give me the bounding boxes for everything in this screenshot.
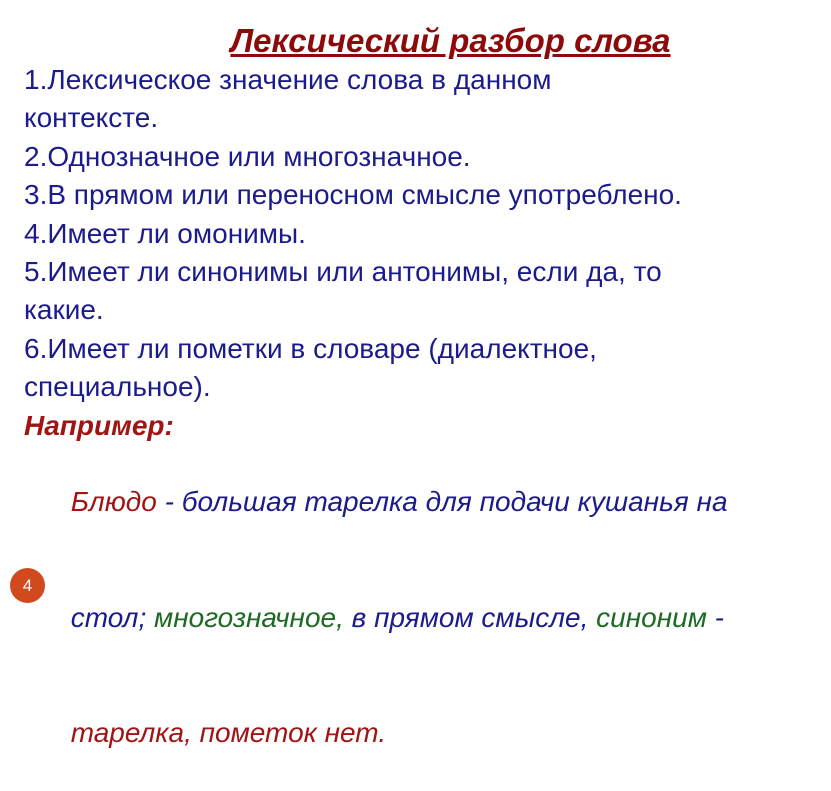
text-run: тарелка, пометок нет.	[70, 716, 387, 748]
list-line-5: 5.Имеет ли синонимы или антонимы, если да, то	[24, 256, 662, 288]
page-number-badge	[10, 568, 45, 603]
text-run: стол;	[70, 601, 155, 633]
slide-title: Лексический разбор слова	[230, 22, 671, 59]
text-run: многозначное,	[154, 601, 344, 633]
text-run: -	[706, 601, 724, 633]
text-run: Блюдо	[70, 486, 157, 518]
list-line-5-cont: какие.	[24, 294, 104, 326]
list-line-4: 4.Имеет ли омонимы.	[24, 217, 306, 249]
list-line-1-cont: контексте.	[24, 102, 159, 134]
text-run: синоним	[596, 601, 707, 633]
page-number: 4	[22, 575, 33, 595]
lexical-analysis-list	[24, 61, 825, 791]
list-line-2: 2.Однозначное или многозначное.	[24, 140, 471, 172]
list-line-3: 3.В прямом или переносном смысле употреблено.	[24, 179, 682, 211]
example-line-2	[24, 560, 825, 675]
example-label: Например:	[24, 409, 174, 441]
text-run: в прямом смысле,	[343, 601, 597, 633]
example-line-1	[24, 445, 825, 560]
list-line-6-cont: специальное).	[24, 371, 211, 403]
list-line-6: 6.Имеет ли пометки в словаре (диалектное,	[24, 332, 597, 364]
text-run: - большая тарелка для подачи кушанья на	[156, 486, 728, 518]
list-line-1: 1.Лексическое значение слова в данном	[24, 64, 552, 95]
example-line-3	[24, 676, 825, 791]
